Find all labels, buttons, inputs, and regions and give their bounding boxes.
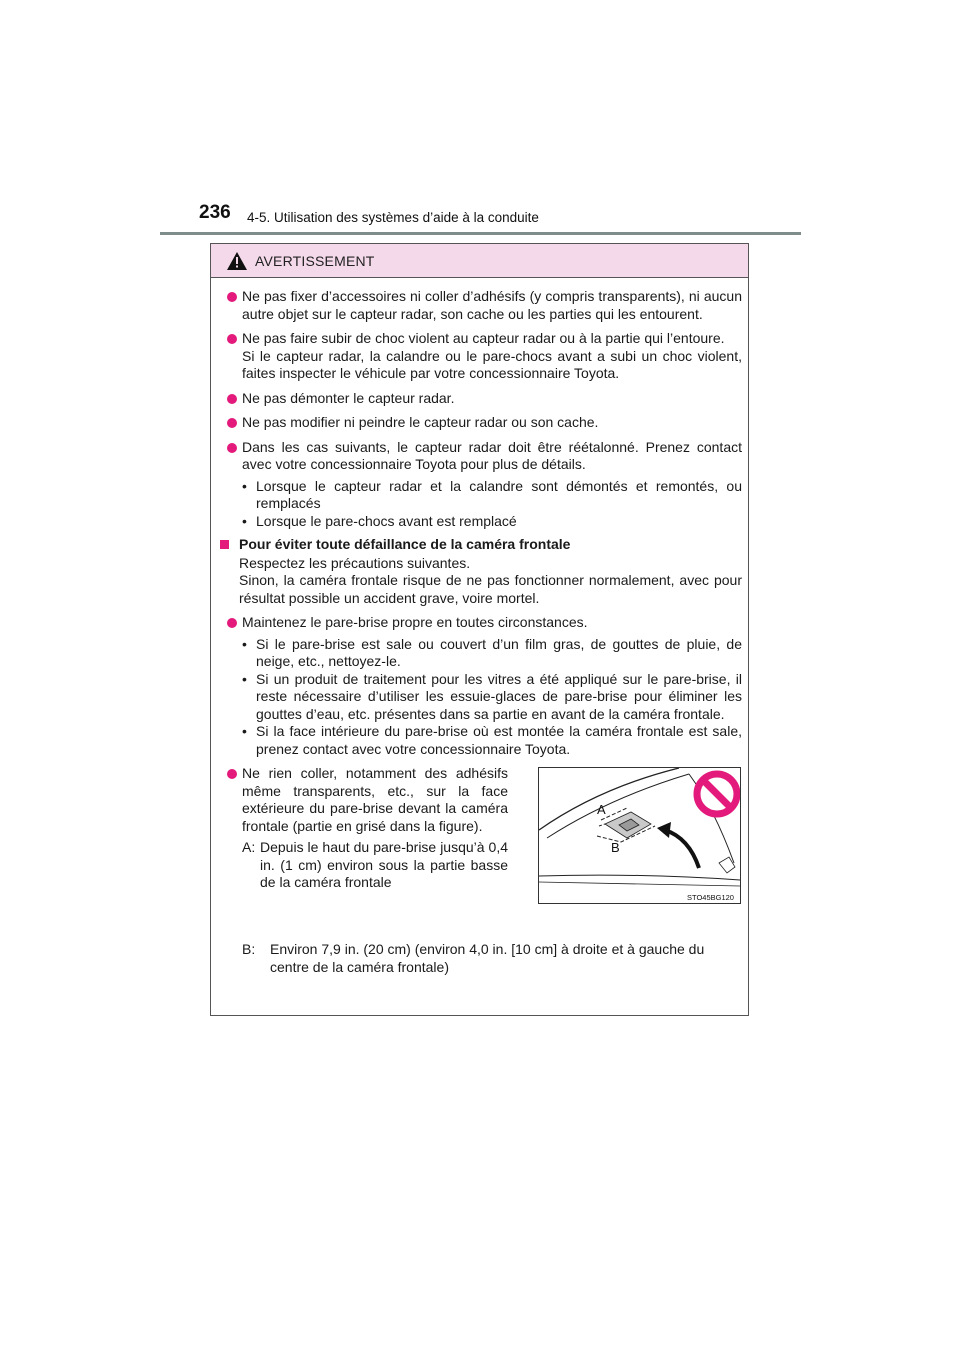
header-rule [160, 232, 801, 235]
list-item: Ne pas modifier ni peindre le capteur radar ou son cache. [220, 414, 742, 432]
warning-content [220, 288, 742, 976]
warning-box [210, 243, 749, 1016]
figure-code: STO45BG120 [687, 893, 734, 902]
camera-intro-2: Sinon, la caméra frontale risque de ne pas fonctionner normalement, avec pour résultat possible un accident grave, voire mortel. [239, 572, 742, 606]
list-item: Ne pas fixer d’accessoires ni coller d’adhésifs (y compris transparents), ni aucun autre objet sur le capteur radar, son cache ou les parties qui les entourent. [220, 288, 742, 323]
bullet-dot-icon [227, 394, 237, 404]
bullet-dot-icon [227, 769, 237, 779]
definition-a: A: Depuis le haut du pare-brise jusqu’à 0,4 in. (1 cm) environ sous la partie basse de la caméra frontale [242, 839, 508, 890]
sub-list-item: • Si la face intérieure du pare-brise où est montée la caméra frontale est sale, prenez contact avec votre concessionnaire Toyota. [242, 723, 742, 757]
definition-b: B: Environ 7,9 in. (20 cm) (environ 4,0 in. [10 cm] à droite et à gauche du centre de la caméra frontale) [242, 941, 705, 975]
list-item: Ne pas faire subir de choc violent au capteur radar ou à la partie qui l’entoure. Si le capteur radar, la calandre ou le pare-chocs avant a subi un choc violent, faites inspecter le véhicule par votre concessionnaire Toyota. [220, 330, 742, 383]
windshield-illustration [539, 768, 740, 903]
section-title: 4-5. Utilisation des systèmes d’aide à la conduite [247, 210, 539, 225]
sub-list-item: • Lorsque le pare-chocs avant est remplacé [242, 512, 517, 529]
warning-title: AVERTISSEMENT [255, 253, 375, 269]
warning-triangle-icon [227, 252, 247, 270]
sub-list-item: • Lorsque le capteur radar et la calandre sont démontés et remontés, ou remplacés [242, 477, 742, 511]
camera-section-heading: Pour éviter toute défaillance de la caméra frontale [220, 536, 742, 554]
figure-label-b: B [611, 840, 620, 855]
figure-row [220, 765, 742, 941]
list-item: Ne rien coller, notamment des adhésifs même transparents, etc., sur la face extérieure du pare-brise devant la caméra frontale (partie en grisé dans la figure). [220, 765, 508, 835]
sub-list-item: • Si un produit de traitement pour les vitres a été appliqué sur le pare-brise, il reste nécessaire d’utiliser les essuie-glaces de pare-brise pour éliminer les gouttes d’eau, etc. présentes dans sa partie en avant de la caméra frontale. [242, 670, 742, 722]
list-item: Maintenez le pare-brise propre en toutes circonstances. [220, 614, 742, 632]
sub-list-item: • Si le pare-brise est sale ou couvert d’un film gras, de gouttes de pluie, de neige, etc., nettoyez-le. [242, 635, 742, 669]
figure-text [220, 765, 508, 892]
windshield-camera-figure [538, 767, 741, 904]
bullet-dot-icon [227, 292, 237, 302]
figure-label-a: A [597, 802, 606, 817]
page-number: 236 [199, 202, 231, 223]
camera-intro-1: Respectez les précautions suivantes. [239, 554, 471, 571]
list-item: Dans les cas suivants, le capteur radar doit être réétalonné. Prenez contact avec votre concessionnaire Toyota pour plus de détails. [220, 439, 742, 474]
bullet-dot-icon [227, 618, 237, 628]
bullet-dot-icon [227, 334, 237, 344]
warning-header [211, 244, 748, 278]
list-item: Ne pas démonter le capteur radar. [220, 390, 742, 408]
bullet-dot-icon [227, 418, 237, 428]
bullet-dot-icon [227, 443, 237, 453]
square-bullet-icon [220, 540, 229, 549]
